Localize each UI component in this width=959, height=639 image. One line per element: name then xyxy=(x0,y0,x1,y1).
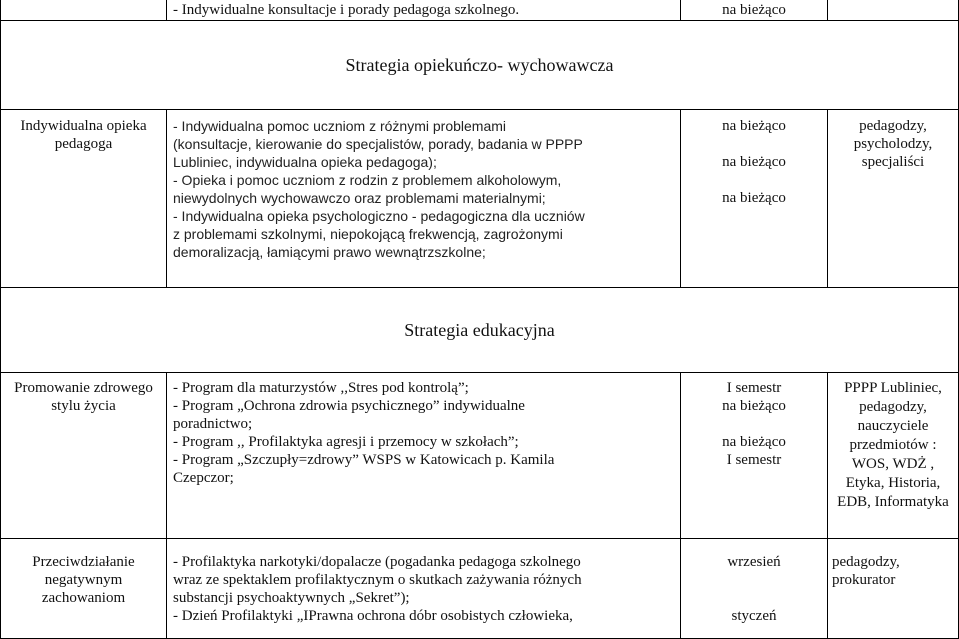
activity-line: - Indywidualna pomoc uczniom z różnymi problemami xyxy=(173,118,507,134)
term-cell xyxy=(681,539,828,639)
responsible-line: PPPP Lubliniec, xyxy=(844,380,942,396)
area-line: pedagoga xyxy=(54,136,113,152)
activity-line: Czepczor; xyxy=(173,470,234,486)
activity-line: (konsultacje, kierowanie do specjalistów, porady, badania w PPPP xyxy=(173,136,583,152)
activity-line: Lubliniec, indywidualna opieka pedagoga); xyxy=(173,154,437,170)
responsible-cell xyxy=(828,539,959,639)
responsible-cell xyxy=(828,0,959,21)
area-line: stylu życia xyxy=(51,398,116,414)
section-title: Strategia edukacyjna xyxy=(1,288,959,373)
activity-line: - Dzień Profilaktyki „IPrawna ochrona dóbr osobistych człowieka, xyxy=(173,608,573,624)
activity-line: poradnictwo; xyxy=(173,416,253,432)
responsible-line: pedagodzy, xyxy=(859,118,927,134)
term-cell xyxy=(681,373,828,539)
activity-line: - Opieka i pomoc uczniom z rodzin z problemem alkoholowym, xyxy=(173,172,562,188)
section-title: Strategia opiekuńczo- wychowawcza xyxy=(1,21,959,110)
activity-line: - Program „Ochrona zdrowia psychicznego” indywidualne xyxy=(173,398,525,414)
area-line: negatywnym xyxy=(44,572,123,588)
term-line: wrzesień xyxy=(727,554,781,570)
activity-cell xyxy=(167,110,681,288)
area-cell xyxy=(1,373,167,539)
area-line: zachowaniom xyxy=(41,590,126,606)
activity-line: - Program ,, Profilaktyka agresji i przemocy w szkołach”; xyxy=(173,434,519,450)
area-line: Promowanie zdrowego xyxy=(14,380,153,396)
activity-line: substancji psychoaktywnych „Sekret”); xyxy=(173,590,410,606)
term-cell xyxy=(681,0,828,21)
responsible-cell xyxy=(828,373,959,539)
term-line: na bieżąco xyxy=(722,118,786,134)
table-row xyxy=(1,539,959,639)
responsible-cell xyxy=(828,110,959,288)
table-row xyxy=(1,373,959,539)
activity-text: - Indywidualne konsultacje i porady pedagoga szkolnego. xyxy=(173,2,520,18)
term-line: I semestr xyxy=(726,452,782,468)
responsible-line: prokurator xyxy=(832,572,896,588)
responsible-line: Etyka, Historia, xyxy=(845,475,941,491)
responsible-line: nauczyciele xyxy=(857,418,929,434)
area-cell xyxy=(1,539,167,639)
term-line: na bieżąco xyxy=(722,434,786,450)
term-line: na bieżąco xyxy=(722,190,786,206)
term-line: styczeń xyxy=(731,608,777,624)
area-line: Przeciwdziałanie xyxy=(32,554,135,570)
table-row xyxy=(1,110,959,288)
area-line: Indywidualna opieka xyxy=(20,118,147,134)
activity-line: - Program dla maturzystów ,,Stres pod kontrolą”; xyxy=(173,380,469,396)
section-header-row xyxy=(1,21,959,110)
responsible-line: WOS, WDŻ , xyxy=(851,456,935,472)
activity-line: z problemami szkolnymi, niepokojącą frekwencją, zagrożonymi xyxy=(173,226,563,242)
activity-line: demoralizacją, łamiącymi prawo wewnątrzszkolne; xyxy=(173,244,486,260)
activity-line: niewydolnych wychowawczo oraz problemami materialnymi; xyxy=(173,190,546,206)
activity-cell xyxy=(167,539,681,639)
term-cell xyxy=(681,110,828,288)
activity-line: wraz ze spektaklem profilaktycznym o skutkach zażywania różnych xyxy=(173,572,582,588)
area-cell xyxy=(1,110,167,288)
term-line: na bieżąco xyxy=(722,154,786,170)
activity-line: - Indywidualna opieka psychologiczno - pedagogiczna dla uczniów xyxy=(173,208,585,224)
activity-cell xyxy=(167,0,681,21)
term-text: na bieżąco xyxy=(722,2,786,18)
activity-cell xyxy=(167,373,681,539)
activity-line: - Profilaktyka narkotyki/dopalacze (pogadanka pedagoga szkolnego xyxy=(173,554,581,570)
table-row xyxy=(1,0,959,21)
responsible-line: EDB, Informatyka xyxy=(837,494,949,510)
term-line: I semestr xyxy=(726,380,782,396)
term-line: na bieżąco xyxy=(722,398,786,414)
responsible-line: specjaliści xyxy=(861,154,925,170)
responsible-line: pedagodzy, xyxy=(832,554,900,570)
area-cell xyxy=(1,0,167,21)
section-header-row xyxy=(1,288,959,373)
responsible-line: psycholodzy, xyxy=(853,136,933,152)
activity-line: - Program „Szczupły=zdrowy” WSPS w Katowicach p. Kamila xyxy=(173,452,555,468)
responsible-line: pedagodzy, xyxy=(859,399,927,415)
responsible-line: przedmiotów : xyxy=(849,437,937,453)
